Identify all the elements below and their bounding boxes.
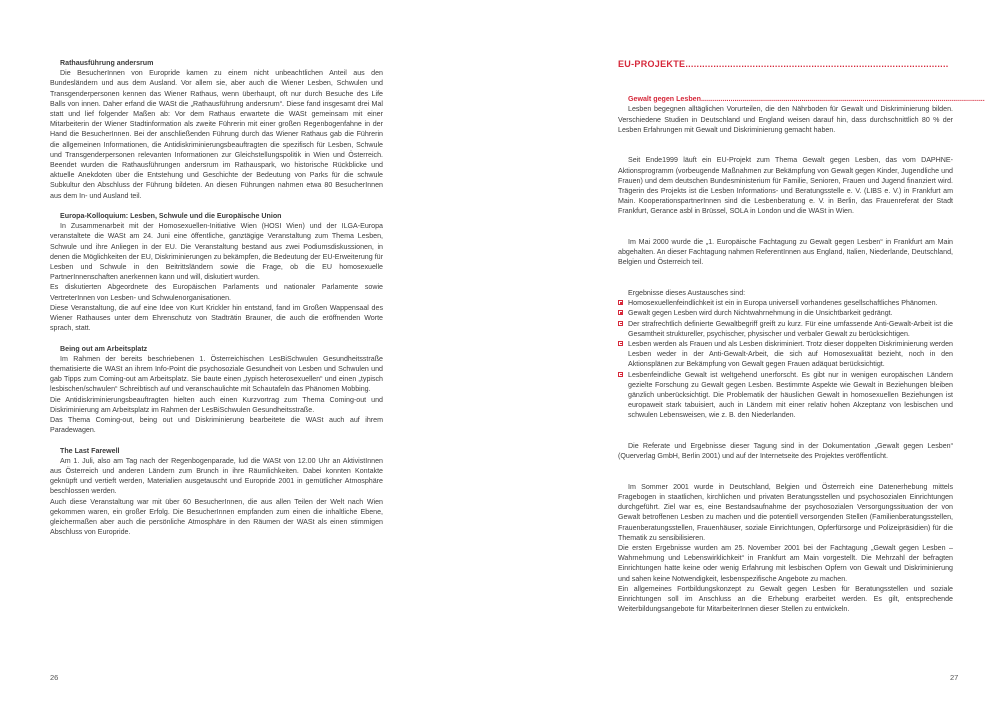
page-number: 26 xyxy=(50,673,59,682)
paragraph: Die Referate und Ergebnisse dieser Tagung sind in der Dokumentation „Gewalt gegen Lesben“ (Querverlag GmbH, Berlin 2001) und auf der Internetseite des Projektes veröffentlicht. xyxy=(618,441,953,461)
subheading-leader: ................................................................................................................................................ xyxy=(700,95,985,104)
chapter-heading-text: EU-PROJEKTE xyxy=(618,59,686,69)
paragraph: Im Mai 2000 wurde die „1. Europäische Fachtagung zu Gewalt gegen Lesben“ in Frankfurt am Main abgehalten. An dieser Fachtagung nahmen ReferentInnen aus England, Italien, Niederlande, Deutschland, Belgien und Österreich teil. xyxy=(618,237,953,267)
paragraph: Es diskutierten Abgeordnete des Europäischen Parlaments und nationaler Parlamente sowie VertreterInnen von Lesben- und Schwulenorganisationen. xyxy=(50,283,383,302)
paragraph: In Zusammenarbeit mit der Homosexuellen-Initiative Wien (HOSI Wien) und der ILGA-Europa veranstaltete die WASt am 24. Juni eine öffentliche, ganztägige Veranstaltung zum Thema Lesben, Schwule und ihre Anliegen in der EU. Die Veranstaltung bestand aus zwei Podiumsdiskussionen, in denen die Möglichkeiten der EU, Diskriminierungen zu bekämpfen, die Bedeutung der EU-Erweiterung für Lesben und Schwule in den Beitrittsländern sowie die Frage, ob die EU homosexuelle PartnerInnenschaften anerkennen kann und will, diskutiert wurden. xyxy=(50,222,383,282)
list-item: Lesben werden als Frauen und als Lesben diskriminiert. Trotz dieser doppelten Diskriminierung werden Lesben weder in der Anti-Gewalt-Arbeit, die sich auf Homosexualität bezieht, noch in den Aktionsplänen zur Bekämpfung von Gewalt gegen Frauen adäquat berücksichtigt. xyxy=(618,339,953,370)
section-title: The Last Farewell xyxy=(60,446,120,455)
paragraph: Diese Veranstaltung, die auf eine Idee von Kurt Krickler hin entstand, fand im Großen Wappensaal des Wiener Rathauses unter dem Ehrenschutz von Stadträtin Brauner, die auch die eröffnenden Worte sprach, statt. xyxy=(50,303,383,333)
paragraph: Das Thema Coming-out, being out und Diskriminierung bearbeitete die WASt auch auf ihrem Paradewagen. xyxy=(50,416,383,435)
paragraph: Auch diese Veranstaltung war mit über 60 BesucherInnen, die aus allen Teilen der Welt nach Wien gekommen waren, ein großer Erfolg. Die BesucherInnen empfanden zum einen die inhaltliche Ebene, gleichermaßen aber auch die persönliche Atmosphäre in den Räumen der WASt als einen stimmigen Abschluss von Europride. xyxy=(50,497,383,537)
section-title: Europa-Kolloquium: Lesben, Schwule und die Europäische Union xyxy=(60,212,282,221)
paragraph: Im Sommer 2001 wurde in Deutschland, Belgien und Österreich eine Datenerhebung mittels Fragebogen in staatlichen, kirchlichen und privaten Beratungsstellen und psychosozialen Einrichtungen durchgeführt. Ziel war es, eine Bestandsaufnahme der psychosozialen Versorgungssituation der von Gewalt betroffenen Lesben zu machen und die potentiell versorgenden Stellen (Familienberatungsstellen, Frauenberatungsstellen, Frauenhäuser, soziale Einrichtungen, Opferfürsorge und Polizeipräsidien) für die Thematik zu sensibilisieren. xyxy=(618,482,953,542)
subheading-text: Gewalt gegen Lesben xyxy=(628,95,701,104)
square-bullet-icon xyxy=(618,341,623,346)
paragraph: Die ersten Ergebnisse wurden am 25. November 2001 bei der Fachtagung „Gewalt gegen Lesben – Wahrnehmung und Lebenswirklichkeit“ in Frankfurt am Main vorgestellt. Die Mehrzahl der befragten Einrichtungen hatte keine oder wenig Erfahrung mit lesbischen Opfern von Gewalt und Diskriminierung und sahen keine Notwendigkeit, lesbenspezifische Angebote zu machen. xyxy=(618,543,953,583)
list-item: Der strafrechtlich definierte Gewaltbegriff greift zu kurz. Für eine umfassende Anti-Gewalt-Arbeit ist die Gesamtheit struktureller, psychischer, physischer und verbaler Gewalt zu berücksichtigen. xyxy=(618,319,953,339)
right-page xyxy=(500,0,1000,707)
right-column xyxy=(618,58,985,614)
square-bullet-icon xyxy=(618,300,623,305)
paragraph: Ein allgemeines Fortbildungskonzept zu Gewalt gegen Lesben für Beratungsstellen und soziale Einrichtungen soll im Anschluss an die Erhebung erarbeitet werden. Es gilt, entsprechende Weiterbildungsangebote für MitarbeiterInnen dieser Stellen zu entwickeln. xyxy=(618,584,953,614)
chapter-heading-leader: .............................................................................................. xyxy=(685,59,949,69)
square-bullet-icon xyxy=(618,321,623,326)
square-bullet-icon xyxy=(618,372,623,377)
paragraph: Die BesucherInnen von Europride kamen zu einem nicht unbeachtlichen Anteil aus den Bundesländern und aus dem Ausland. Vor allem sie, aber auch die Wiener Lesben, Schwulen und Transgenderpersonen kennen das Wiener Rathaus, wenn überhaupt, oft nur durch Besuche des Life Balls von innen. Daher erfand die WASt die „Rathausführung andersrum“. Diese fand insgesamt drei Mal statt und lief folgender Maßen ab: Vor dem Rathaus erwartete die WASt gemeinsam mit einer Mitarbeiterin der Wiener Stadtinformation als zweite Führerin mit einer großen Regenbogenfahne in der Hand die BesucherInnen. Bei der anschließenden Führung durch das Wiener Rathaus gab die Führerin die allgemeinen Informationen, die Antidiskriminierungsbeauftragten die spezifisch für Lesben, Schwule und Transgenderpersonen relevanten Informationen zur Gleichstellungspolitik in Wien und Österreich. Beendet wurden die Rathausführungen andersrum im Rathauspark, wo historische Rückblicke und aktuelle Anekdoten über die Entstehung und Geschichte der Bedeutung von Parks für die schwule Subkultur den Abschluss der Führung bildeten. An diesen Führungen nahmen etwa 80 BesucherInnen aus dem In- und Ausland teil. xyxy=(50,69,383,200)
square-bullet-icon xyxy=(618,310,623,315)
section-title: Being out am Arbeitsplatz xyxy=(60,344,148,353)
page-number: 27 xyxy=(950,673,959,682)
left-column xyxy=(50,58,383,538)
results-list xyxy=(618,298,953,420)
paragraph: Am 1. Juli, also am Tag nach der Regenbogenparade, lud die WASt von 12.00 Uhr an AktivistInnen aus Österreich und anderen Ländern zum Brunch in ihre Räumlichkeiten. Dabei konnten Kontakte geknüpft und vertieft werden, Materialien ausgetauscht und Europride 2001 in gemütlicher Atmosphäre beschlossen werden. xyxy=(50,456,383,496)
paragraph: Seit Ende1999 läuft ein EU-Projekt zum Thema Gewalt gegen Lesben, das vom DAPHNE-Aktionsprogramm (vorbeugende Maßnahmen zur Bekämpfung von Gewalt gegen Kinder, Jugendliche und Frauen) und dem deutschen Bundesministerium für Familie, Senioren, Frauen und Jugend finanziert wird. Trägerin des Projekts ist die Lesben Informations- und Beratungsstelle e. V. (LIBS e. V.) in Frankfurt am Main. KooperationspartnerInnen sind die Lesbenberatung e. V. in Berlin, das Frauenreferat der Stadt Frankfurt, Gerance asbl in Brüssel, SOLA in London und die WASt in Wien. xyxy=(618,156,953,216)
paragraph: Im Rahmen der bereits beschriebenen 1. Österreichischen LesBiSchwulen Gesundheitsstraße thematisierte die WASt an ihrem Info-Point die psychosoziale Gesundheit von Lesben und Schwulen und gab Tipps zum Coming-out am Arbeitsplatz. Sie baute einen „typisch heterosexuellen“ und einen „typisch lesbischen/schwulen“ Schreibtisch auf und veranschaulichte mit Schautafeln das Phänomen Mobbing. xyxy=(50,354,383,394)
subheading xyxy=(618,94,985,104)
list-item: Homosexuellenfeindlichkeit ist ein in Europa universell vorhandenes gesellschaftliches Phänomen. xyxy=(618,298,953,308)
chapter-heading xyxy=(618,58,953,70)
paragraph: Die Antidiskriminierungsbeauftragten hielten auch einen Kurzvortrag zum Thema Coming-out und Diskriminierung am Arbeitsplatz im Rahmen der LesBiSchwulen Gesundheitsstraße. xyxy=(50,395,383,414)
section-title: Rathausführung andersrum xyxy=(60,59,154,67)
list-item: Lesbenfeindliche Gewalt ist weltgehend unerforscht. Es gibt nur in wenigen europäischen Ländern gezielte Forschung zu Gewalt gegen Lesben. Bestimmte Aspekte wie Gewalt in Beziehungen bleiben gänzlich unberücksichtigt. Die Problematik der häuslichen Gewalt in homosexuellen Beziehungen ist europaweit stark tabuisiert, auch in Ländern mit einer relativ hohen Akzeptanz von lesbischen und schwulen Lebensweisen, wie z. B. den Niederlanden. xyxy=(618,370,953,421)
results-intro: Ergebnisse dieses Austausches sind: xyxy=(628,288,746,297)
paragraph: Lesben begegnen alltäglichen Vorurteilen, die den Nährboden für Gewalt und Diskriminierung bilden. Verschiedene Studien in Deutschland und England weisen darauf hin, dass durchschnittlich 80 % der Lesben Erfahrungen mit Gewalt und Diskriminierung gemacht haben. xyxy=(618,105,953,134)
list-item: Gewalt gegen Lesben wird durch Nichtwahrnehmung in die Unsichtbarkeit gedrängt. xyxy=(618,308,953,318)
